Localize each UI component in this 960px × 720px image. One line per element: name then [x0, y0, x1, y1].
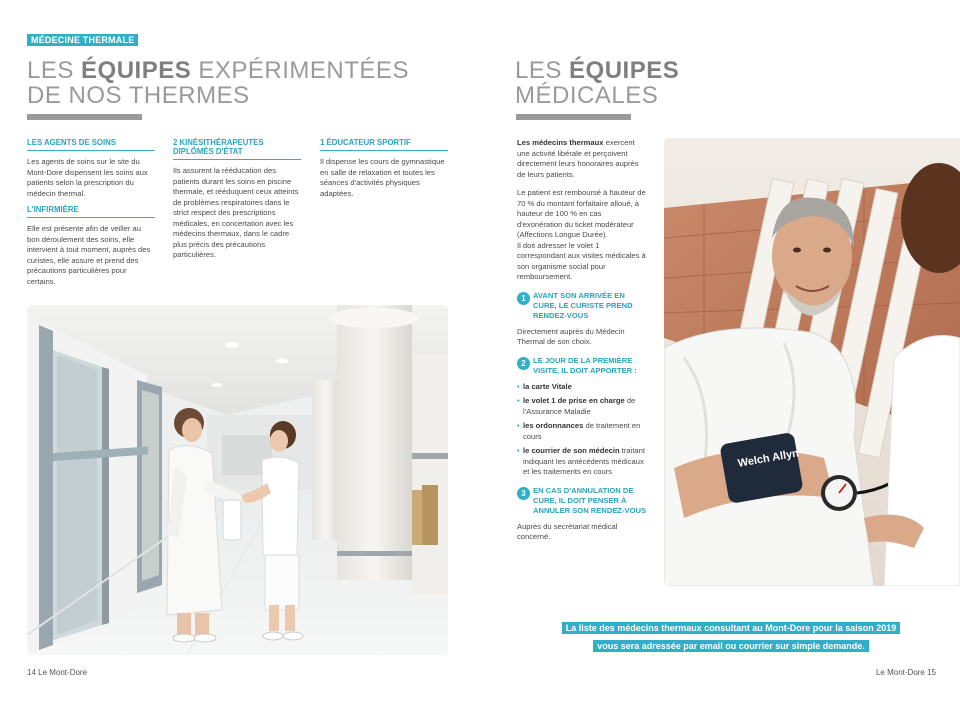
title-line2: DE NOS THERMES [27, 82, 250, 109]
step-title: LE JOUR DE LA PREMIÈRE VISITE, IL DOIT APPORTER : [533, 355, 637, 375]
right-title-underline [516, 114, 631, 120]
right-page-title [515, 58, 679, 108]
step-1 [517, 291, 647, 321]
column-text: Les agents de soins sur le site du Mont-Dore dispensent les soins aux patients selon la prescription du médecin thermal. [27, 157, 148, 198]
intro-bold: Les médecins thermaux [517, 138, 604, 147]
column-text-nurse: Elle est présente afin de veiller au bon déroulement des soins, elle intervient à tout moment, auprès des curistes, elle assure et prend des précautions particulières pour certains. [27, 224, 151, 286]
section-tag: MÉDECINE THERMALE [27, 34, 138, 46]
volet-paragraph: Il doit adresser le volet 1 correspondant aux visites médicales à son organisme social pour remboursement. [517, 240, 646, 281]
step-number: 2 [517, 357, 530, 370]
intro-paragraph [517, 138, 647, 180]
bullet-item [517, 421, 647, 442]
right-text-column [517, 138, 647, 551]
step-3 [517, 486, 647, 516]
info-banner [561, 618, 901, 654]
column-kine [173, 138, 301, 267]
corridor-illustration [27, 305, 448, 655]
bullet-item [517, 382, 647, 393]
column-text: Il dispense les cours de gymnastique en salle de relaxation et toutes les séances d'activités physiques adaptées. [320, 157, 445, 198]
step-number: 1 [517, 292, 530, 305]
photo-thermal-corridor [27, 305, 448, 655]
step-title: AVANT SON ARRIVÉE EN CURE, LE CURISTE PREND RENDEZ-VOUS [533, 290, 633, 320]
bullet-item [517, 446, 647, 478]
bullet-rest: de traitement en cours [523, 421, 641, 441]
column-agents [27, 138, 155, 293]
intro-rest: exercent une activité libérale et perçoivent directement leurs honoraires auprès de leurs patients. [517, 138, 639, 179]
left-title-underline [27, 114, 142, 120]
bullet-bold: le courrier de son médecin [523, 446, 620, 455]
photo-blood-pressure [664, 138, 960, 586]
step-title: EN CAS D'ANNULATION DE CURE, IL DOIT PENSER À ANNULER SON RENDEZ-VOUS [533, 485, 647, 515]
title-regular-b: EXPÉRIMENTÉES [191, 57, 409, 84]
bullet-bold: la carte Vitale [523, 381, 572, 391]
title-bold: ÉQUIPES [569, 57, 680, 84]
title-regular: LES [515, 57, 570, 84]
column-educateur [320, 138, 448, 205]
bullet-item [517, 396, 647, 417]
left-page-title [27, 58, 409, 108]
step-number: 3 [517, 487, 530, 500]
title-line2: MÉDICALES [515, 82, 659, 109]
bullet-bold: les ordonnances [523, 421, 584, 430]
column-heading: 2 KINÉSITHÉRAPEUTES DIPLÔMÉS D'ÉTAT [173, 138, 301, 160]
title-regular-a: LES [27, 57, 82, 84]
left-folio: 14 Le Mont-Dore [27, 668, 88, 677]
column-text: Ils assurent la rééducation des patients durant les soins en piscine thermale, et rééduquent ceux atteints de problèmes respiratoires dans le strict respect des prescriptions médicales, en concertation avec les médecins thermaux, dans le cadre plus précis des précautions particulières. [173, 166, 299, 259]
right-folio: Le Mont-Dore 15 [875, 668, 936, 677]
title-bold: ÉQUIPES [81, 57, 192, 84]
banner-line2: vous sera adressée par email ou courrier sur simple demande. [593, 640, 869, 652]
step-text: Directement auprès du Médecin Thermal de son choix. [517, 326, 625, 346]
bullet-rest: de l'Assurance Maladie [523, 396, 636, 416]
step-text: Auprès du secrétariat médical concerné. [517, 521, 618, 541]
step-2 [517, 356, 647, 376]
column-heading-nurse: L'INFIRMIÈRE [27, 205, 155, 218]
cuff-brand: Welch Allyn [736, 447, 800, 470]
doctor-patient-illustration [664, 138, 960, 586]
column-heading: LES AGENTS DE SOINS [27, 138, 155, 151]
banner-line1: La liste des médecins thermaux consultant au Mont-Dore pour la saison 2019 [562, 622, 901, 634]
bullet-bold: le volet 1 de prise en charge [523, 396, 625, 405]
bullet-rest: traitant indiquant les antécédents médicaux et les traitements en cours [523, 446, 645, 476]
column-heading: 1 ÉDUCATEUR SPORTIF [320, 138, 448, 151]
reimbursement-paragraph: Le patient est remboursé à hauteur de 70 % du montant forfaitaire alloué, à hauteur de 100 % en cas d'exonération du ticket modérateur (Affections Longue Durée). [517, 188, 646, 239]
